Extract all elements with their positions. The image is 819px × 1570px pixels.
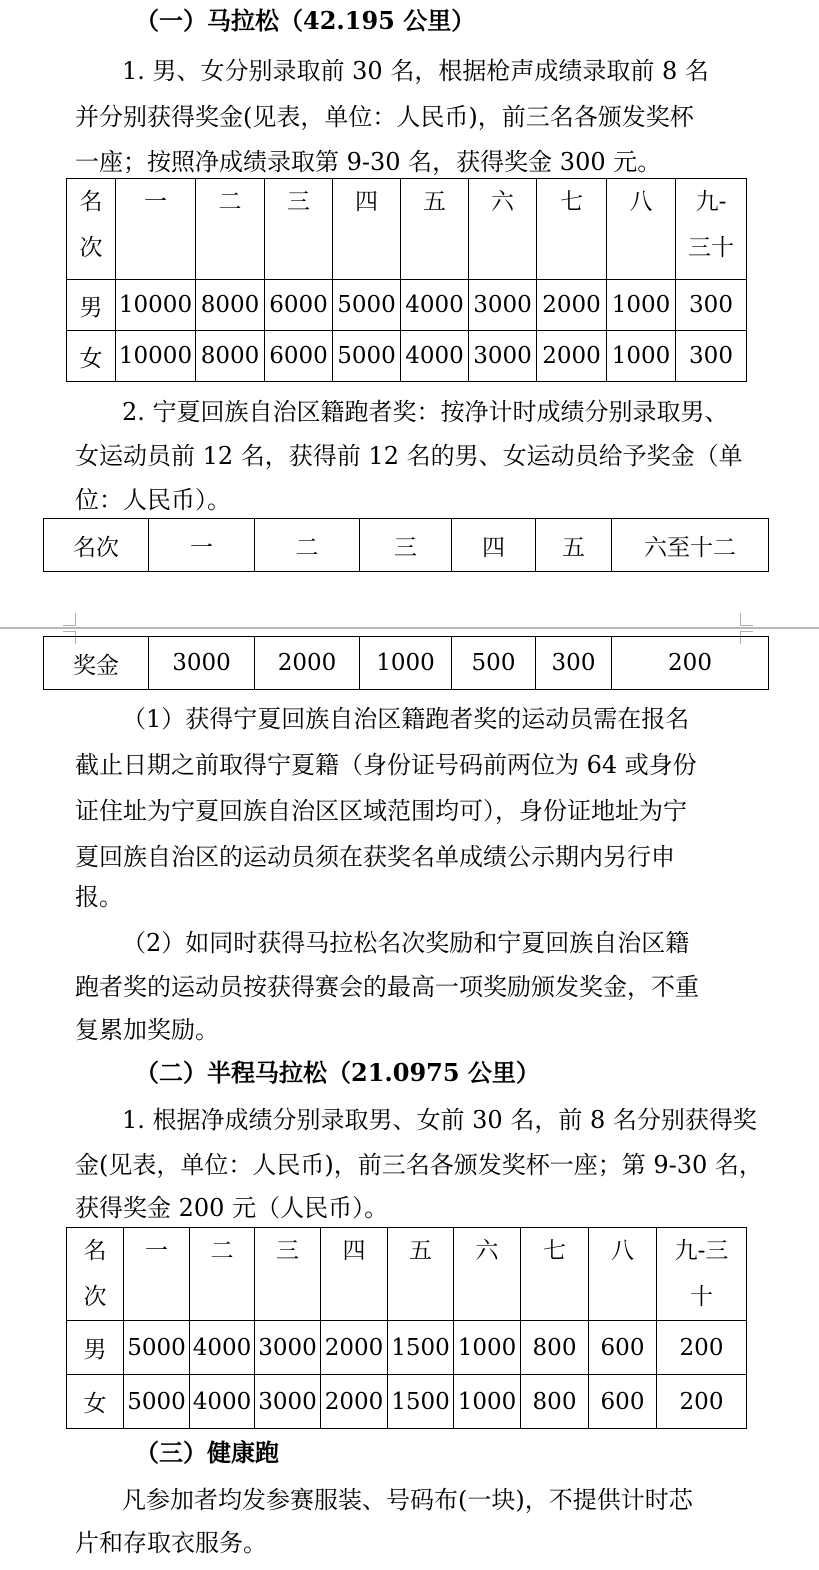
prize-cell: 200 xyxy=(657,1321,747,1375)
prize-cell: 600 xyxy=(589,1321,657,1375)
rank-cell: 六 xyxy=(469,179,537,280)
paragraph-line: 2. 宁夏回族自治区籍跑者奖：按净计时成绩分别录取男、 xyxy=(122,398,729,426)
prize-cell: 5000 xyxy=(124,1321,190,1375)
rank-cell: 二 xyxy=(196,179,265,280)
prize-cell: 800 xyxy=(521,1321,589,1375)
prize-cell: 3000 xyxy=(469,331,537,382)
marathon-prize-table xyxy=(66,178,747,382)
paragraph-line: 报。 xyxy=(75,883,123,911)
prize-cell: 1500 xyxy=(388,1375,454,1429)
prize-cell: 4000 xyxy=(401,280,469,331)
half-marathon-prize-table xyxy=(66,1227,747,1429)
prize-cell: 5000 xyxy=(124,1375,190,1429)
rank-cell: 二 xyxy=(255,519,360,572)
paragraph-line: 一座；按照净成绩录取第 9-30 名，获得奖金 300 元。 xyxy=(75,148,662,176)
rank-cell: 四 xyxy=(321,1228,388,1321)
prize-cell: 200 xyxy=(657,1375,747,1429)
prize-cell: 4000 xyxy=(401,331,469,382)
prize-label-cell: 奖金 xyxy=(44,637,149,690)
rank-cell: 四 xyxy=(333,179,401,280)
rank-cell: 八 xyxy=(607,179,676,280)
paragraph-line: 金(见表，单位：人民币)，前三名各颁发奖杯一座；第 9-30 名， xyxy=(75,1151,763,1179)
paragraph-line: 位：人民币）。 xyxy=(75,486,231,514)
prize-cell: 1000 xyxy=(360,637,452,690)
rank-cell: 七 xyxy=(521,1228,589,1321)
page-break-divider xyxy=(0,627,819,629)
table-row-female xyxy=(67,1375,747,1429)
rank-cell: 五 xyxy=(536,519,612,572)
table-row-male xyxy=(67,280,747,331)
section-heading-half-marathon: （二）半程马拉松（21.0975 公里） xyxy=(135,1058,540,1087)
paragraph-line: 女运动员前 12 名，获得前 12 名的男、女运动员给予奖金（单 xyxy=(75,442,743,470)
prize-cell: 2000 xyxy=(321,1321,388,1375)
rank-cell: 一 xyxy=(124,1228,190,1321)
rank-cell: 二 xyxy=(190,1228,255,1321)
rank-label-cell: 名次 xyxy=(44,519,149,572)
prize-cell: 800 xyxy=(521,1375,589,1429)
prize-cell: 1000 xyxy=(607,280,676,331)
paragraph-line: （2）如同时获得马拉松名次奖励和宁夏回族自治区籍 xyxy=(122,929,690,957)
ningxia-rank-header-table xyxy=(43,518,769,572)
paragraph-line: 复累加奖励。 xyxy=(75,1016,219,1044)
rank-label-cell: 名 次 xyxy=(67,179,116,280)
prize-cell: 3000 xyxy=(469,280,537,331)
prize-cell: 2000 xyxy=(321,1375,388,1429)
rank-cell: 四 xyxy=(452,519,536,572)
prize-cell: 200 xyxy=(612,637,769,690)
rank-cell: 三 xyxy=(265,179,333,280)
rank-cell: 九-三 十 xyxy=(657,1228,747,1321)
prize-cell: 4000 xyxy=(190,1375,255,1429)
rank-cell: 六 xyxy=(454,1228,521,1321)
rank-cell: 三 xyxy=(360,519,452,572)
table-row xyxy=(44,637,769,690)
rank-cell: 八 xyxy=(589,1228,657,1321)
rank-cell: 七 xyxy=(537,179,607,280)
prize-cell: 6000 xyxy=(265,331,333,382)
prize-cell: 6000 xyxy=(265,280,333,331)
gender-cell: 女 xyxy=(67,331,116,382)
prize-cell: 10000 xyxy=(116,280,196,331)
paragraph-line: 证住址为宁夏回族自治区区域范围均可），身份证地址为宁 xyxy=(75,797,687,825)
prize-cell: 3000 xyxy=(149,637,255,690)
rank-cell: 五 xyxy=(401,179,469,280)
prize-cell: 5000 xyxy=(333,280,401,331)
rank-cell: 三 xyxy=(255,1228,321,1321)
prize-cell: 1000 xyxy=(607,331,676,382)
paragraph-line: 1. 男、女分别录取前 30 名，根据枪声成绩录取前 8 名 xyxy=(122,57,709,85)
prize-cell: 300 xyxy=(536,637,612,690)
table-header-row xyxy=(44,519,769,572)
paragraph-line: 1. 根据净成绩分别录取男、女前 30 名，前 8 名分别获得奖 xyxy=(122,1106,757,1134)
prize-cell: 2000 xyxy=(537,331,607,382)
prize-cell: 3000 xyxy=(255,1375,321,1429)
prize-cell: 600 xyxy=(589,1375,657,1429)
rank-cell: 一 xyxy=(116,179,196,280)
prize-cell: 10000 xyxy=(116,331,196,382)
table-header-row xyxy=(67,179,747,280)
rank-cell: 一 xyxy=(149,519,255,572)
prize-cell: 4000 xyxy=(190,1321,255,1375)
gender-cell: 女 xyxy=(67,1375,124,1429)
gender-cell: 男 xyxy=(67,1321,124,1375)
ningxia-prize-table xyxy=(43,636,769,690)
section-heading-fun-run: （三）健康跑 xyxy=(135,1438,279,1467)
prize-cell: 1000 xyxy=(454,1375,521,1429)
section-heading-marathon: （一）马拉松（42.195 公里） xyxy=(135,6,476,35)
paragraph-line: 截止日期之前取得宁夏籍（身份证号码前两位为 64 或身份 xyxy=(75,751,697,779)
paragraph-line: 凡参加者均发参赛服装、号码布(一块)，不提供计时芯 xyxy=(122,1486,693,1514)
gender-cell: 男 xyxy=(67,280,116,331)
paragraph-line: （1）获得宁夏回族自治区籍跑者奖的运动员需在报名 xyxy=(122,705,690,733)
table-row-male xyxy=(67,1321,747,1375)
prize-cell: 300 xyxy=(676,280,747,331)
prize-cell: 5000 xyxy=(333,331,401,382)
rank-cell: 六至十二 xyxy=(612,519,769,572)
paragraph-line: 夏回族自治区的运动员须在获奖名单成绩公示期内另行申 xyxy=(75,843,675,871)
prize-cell: 2000 xyxy=(255,637,360,690)
paragraph-line: 并分别获得奖金(见表，单位：人民币)，前三名各颁发奖杯 xyxy=(75,103,694,131)
prize-cell: 8000 xyxy=(196,280,265,331)
prize-cell: 8000 xyxy=(196,331,265,382)
rank-cell: 九- 三十 xyxy=(676,179,747,280)
paragraph-line: 获得奖金 200 元（人民币）。 xyxy=(75,1194,389,1222)
paragraph-line: 跑者奖的运动员按获得赛会的最高一项奖励颁发奖金，不重 xyxy=(75,973,699,1001)
page-corner-mark xyxy=(63,613,76,626)
paragraph-line: 片和存取衣服务。 xyxy=(75,1529,267,1557)
rank-cell: 五 xyxy=(388,1228,454,1321)
prize-cell: 1500 xyxy=(388,1321,454,1375)
table-header-row xyxy=(67,1228,747,1321)
rank-label-cell: 名 次 xyxy=(67,1228,124,1321)
prize-cell: 2000 xyxy=(537,280,607,331)
prize-cell: 1000 xyxy=(454,1321,521,1375)
prize-cell: 300 xyxy=(676,331,747,382)
page-corner-mark xyxy=(740,613,753,626)
table-row-female xyxy=(67,331,747,382)
prize-cell: 500 xyxy=(452,637,536,690)
prize-cell: 3000 xyxy=(255,1321,321,1375)
